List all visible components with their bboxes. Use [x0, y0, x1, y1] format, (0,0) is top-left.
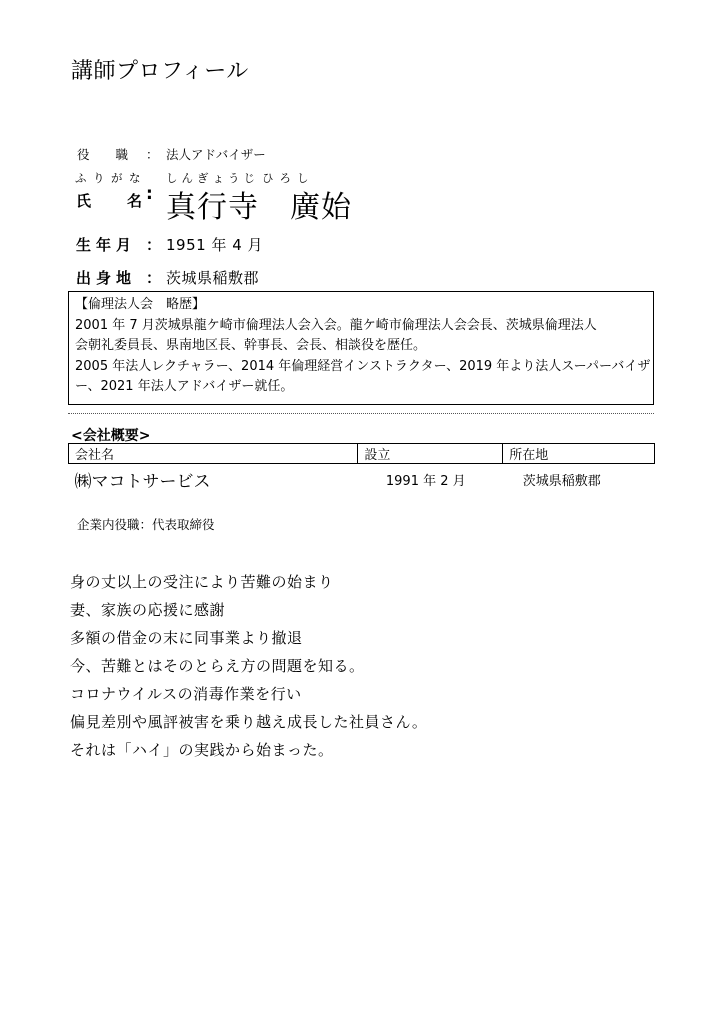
company-table-row	[69, 464, 655, 495]
header-company-name: 会社名	[69, 444, 358, 464]
birth-label: 生年月	[76, 236, 137, 254]
role-label-char-1: 役	[77, 147, 90, 162]
role-label	[77, 145, 128, 163]
company-location: 茨城県稲敷郡	[522, 473, 601, 489]
story-line: 今、苦難とはそのとらえ方の問題を知る。	[70, 657, 365, 675]
name-colon: :	[146, 184, 153, 204]
history-line: ー、2021 年法人アドバイザー就任。	[75, 379, 294, 394]
name-label-char-2: 名	[127, 192, 143, 210]
section-divider	[68, 413, 654, 414]
history-box	[68, 291, 654, 405]
furigana-surname: しんぎょうじ	[166, 171, 259, 185]
birth-value: 1951 年 4 月	[166, 236, 264, 254]
history-line: 会朝礼委員長、県南地区長、幹事長、会長、相談役を歴任。	[75, 338, 427, 353]
furigana-label: ふりがな	[75, 171, 147, 185]
story-line: 多額の借金の末に同事業より撤退	[70, 629, 303, 647]
company-table	[68, 443, 655, 494]
name-label-char-1: 氏	[76, 192, 92, 210]
birth-colon: ：	[146, 236, 162, 254]
furigana-given-name: ひろし	[262, 171, 315, 185]
story-line: 妻、家族の応援に感謝	[70, 601, 226, 619]
page-title: 講師プロフィール	[71, 59, 249, 84]
company-founded: 1991 年 2 月	[385, 473, 466, 489]
story-line: それは「ハイ」の実践から始まった。	[70, 741, 334, 759]
history-line: 2005 年法人レクチャラー、2014 年倫理経営インストラクター、2019 年より法人スーパーバイザ	[75, 358, 651, 374]
role-value: 法人アドバイザー	[166, 147, 266, 162]
header-location: 所在地	[503, 444, 655, 464]
company-table-header	[69, 444, 655, 464]
story-line: 身の丈以上の受注により苦難の始まり	[70, 573, 334, 591]
story-line: コロナウイルスの消毒作業を行い	[70, 685, 302, 703]
speaker-name: 真行寺 廣始	[166, 190, 352, 225]
header-founded: 設立	[358, 444, 503, 464]
company-name: ㈱マコトサービス	[74, 471, 211, 492]
role-colon: ：	[146, 147, 159, 162]
history-heading: 【倫理法人会 略歴】	[75, 297, 206, 312]
role-label-char-2: 職	[115, 147, 129, 162]
story-line: 偏見差別や風評被害を乗り越え成長した社員さん。	[70, 713, 428, 731]
company-heading: <会社概要>	[71, 428, 151, 444]
origin-value: 茨城県稲敷郡	[166, 269, 260, 287]
history-line: 2001 年 7 月茨城県龍ケ崎市倫理法人会入会。龍ケ崎市倫理法人会会長、茨城県倫理法人	[75, 317, 597, 333]
origin-colon: ：	[146, 269, 162, 287]
executive-role: 企業内役職：代表取締役	[77, 517, 215, 532]
name-label	[76, 190, 142, 211]
origin-label: 出身地	[76, 269, 137, 287]
